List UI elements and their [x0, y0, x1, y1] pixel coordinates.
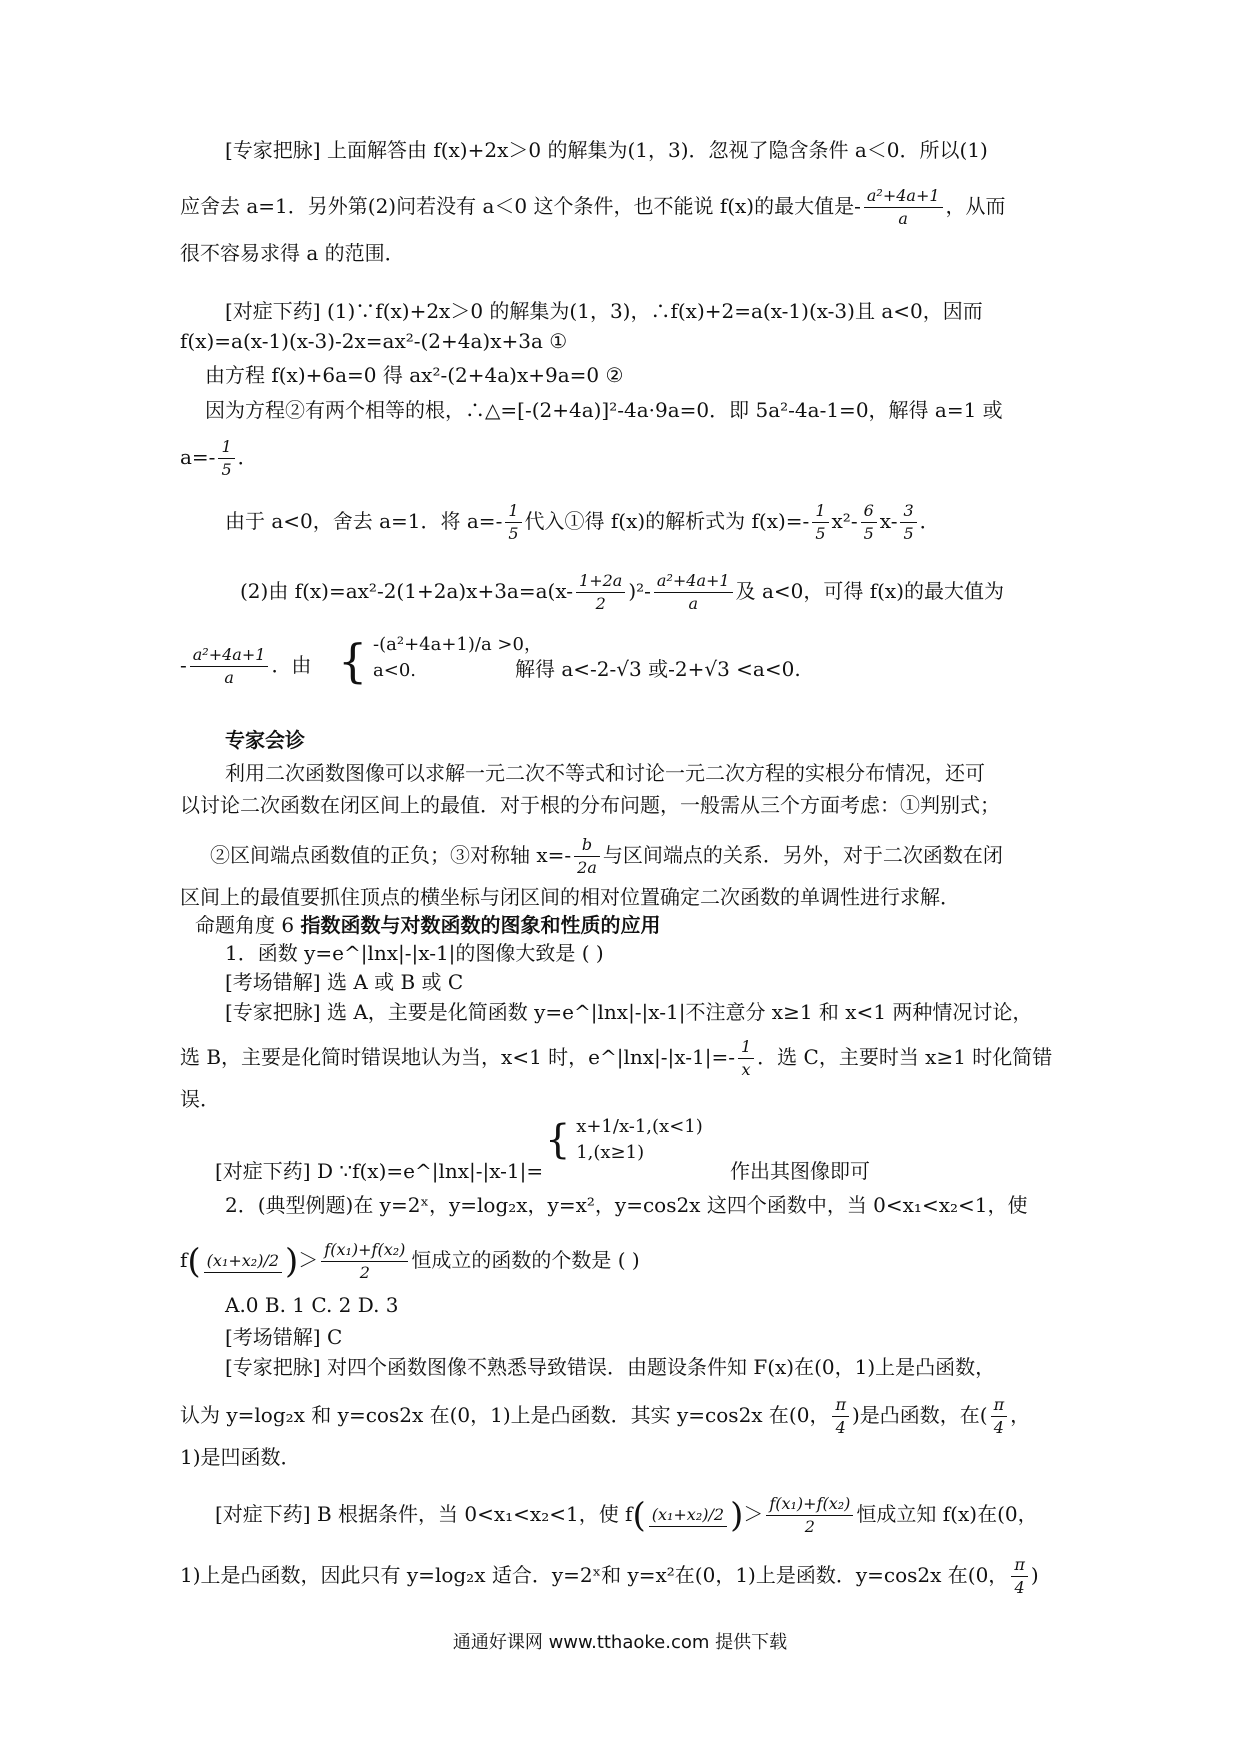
fraction-numerator: π: [991, 1394, 1008, 1417]
text-line: 由方程 f(x)+6a=0 得 ax²-(2+4a)x+9a=0 ②: [205, 363, 624, 387]
fraction-denominator: x: [741, 1060, 751, 1079]
fraction: [738, 1036, 754, 1081]
text-line: 区间上的最值要抓住顶点的横坐标与闭区间的相对位置确定二次函数的单调性进行求解．: [180, 885, 960, 909]
text-segment: 代入①得 f(x)的解析式为 f(x)=-: [524, 509, 810, 533]
fraction: [649, 1504, 727, 1527]
text-line: [180, 178, 1070, 234]
fraction-denominator: 2a: [577, 858, 597, 877]
text-segment: 应舍去 a=1．另外第(2)问若没有 a＜0 这个条件，也不能说 f(x)的最大值是-: [180, 194, 861, 218]
fraction-numerator: a²+4a+1: [190, 644, 269, 667]
text-line: [考场错解] C: [225, 1325, 343, 1349]
text-line: 作出其图像即可: [730, 1159, 870, 1183]
fraction-denominator: 5: [221, 460, 232, 479]
section-heading: 专家会诊: [225, 728, 305, 752]
paren-close: ): [285, 1241, 299, 1282]
fraction: [832, 1394, 849, 1439]
text-line: 利用二次函数图像可以求解一元二次不等式和讨论一元二次方程的实根分布情况，还可: [225, 761, 985, 785]
paren-open: (: [187, 1241, 201, 1282]
text-line: [对症下药] (1)∵f(x)+2x＞0 的解集为(1，3)，∴f(x)+2=a(x-1)(x-3)且 a<0，因而: [225, 299, 983, 323]
fraction-numerator: 1: [738, 1036, 754, 1059]
brace-symbol: {: [545, 1117, 571, 1163]
text-line: 以讨论二次函数在闭区间上的最值．对于根的分布问题，一般需从三个方面考虑：①判别式；: [180, 793, 1000, 817]
fraction-numerator: 1: [812, 500, 828, 523]
fraction-denominator: 5: [508, 524, 519, 543]
fraction-denominator: a: [898, 209, 908, 228]
system-row: x+1/x-1,(x<1): [576, 1116, 703, 1137]
fraction-denominator: a: [224, 668, 234, 687]
text-line: [210, 825, 1100, 885]
text-segment: ．: [237, 445, 258, 469]
text-line: f(x)=a(x-1)(x-3)-2x=ax²-(2+4a)x+3a ①: [180, 329, 568, 353]
fraction-numerator: b: [574, 834, 600, 857]
system-row: -(a²+4a+1)/a >0，: [373, 634, 542, 655]
text-segment: ): [1030, 1563, 1039, 1587]
text-line: [专家把脉] 选 A，主要是化简函数 y=e^|lnx|-|x-1|不注意分 x≥1 和 x<1 两种情况讨论，: [225, 1000, 1033, 1024]
text-segment: ，: [1010, 1403, 1031, 1427]
fraction-numerator: 1+2a: [576, 570, 625, 593]
text-line: [180, 432, 1070, 482]
fraction: [812, 500, 828, 545]
fraction-numerator: π: [832, 1394, 849, 1417]
section-heading: 指数函数与对数函数的图象和性质的应用: [300, 913, 661, 937]
text-segment: )是凸函数，在(: [851, 1403, 988, 1427]
fraction-denominator: 4: [993, 1418, 1004, 1437]
text-line: [专家把脉] 对四个函数图像不熟悉导致错误．由题设条件知 F(x)在(0，1)上是凸函数，: [225, 1355, 996, 1379]
fraction-numerator: f(x₁)+f(x₂): [321, 1239, 408, 1262]
fraction-numerator: a²+4a+1: [864, 185, 943, 208]
text-segment: 认为 y=log₂x 和 y=cos2x 在(0，1)上是凸函数．其实 y=cos2x 在(0，: [180, 1403, 830, 1427]
text-line: [195, 910, 1085, 940]
operator: ＞: [298, 1248, 319, 1272]
text-segment: 与区间端点的关系．另外，对于二次函数在闭: [602, 843, 1003, 867]
text-line: [对症下药] D ∵f(x)=e^|lnx|-|x-1|=: [215, 1159, 544, 1183]
text-line: [240, 566, 1130, 616]
text-line: [180, 1232, 1070, 1288]
fraction: [864, 185, 943, 230]
fraction-numerator: 1: [218, 436, 234, 459]
text-line: A.0 B. 1 C. 2 D. 3: [225, 1293, 399, 1317]
fraction-numerator: π: [1011, 1554, 1028, 1577]
text-line: [180, 1548, 1070, 1602]
text-segment: ，从而: [945, 194, 1006, 218]
fraction: [204, 1250, 282, 1273]
text-segment: a=-: [180, 445, 216, 469]
fraction: [991, 1394, 1008, 1439]
text-line: [180, 1030, 1070, 1084]
fraction-denominator: 5: [903, 524, 914, 543]
text-line: [225, 496, 1115, 546]
text-segment: 及 a<0，可得 f(x)的最大值为: [735, 579, 1005, 603]
equation-system: [545, 1114, 703, 1166]
text-segment: 恒成立的函数的个数是 ( ): [411, 1248, 640, 1272]
brace-symbol: {: [338, 634, 368, 688]
fraction-denominator: 2: [804, 1517, 815, 1536]
fraction-denominator: 5: [815, 524, 826, 543]
fraction-text: (x₁+x₂)/2: [204, 1250, 282, 1273]
fraction: [321, 1239, 408, 1284]
system-rows: [576, 1114, 703, 1166]
fraction: [861, 500, 877, 545]
text-line: 2．(典型例题)在 y=2ˣ，y=log₂x，y=x²，y=cos2x 这四个函数中，当 0<x₁<x₂<1，使: [225, 1193, 1028, 1217]
text-line: 解得 a<-2-√3 或-2+√3 <a<0.: [515, 657, 801, 681]
fraction: [654, 570, 733, 615]
fraction-numerator: f(x₁)+f(x₂): [766, 1493, 853, 1516]
text-segment: 由于 a<0，舍去 a=1．将 a=-: [225, 509, 503, 533]
text-segment: [对症下药] B 根据条件，当 0<x₁<x₂<1，使 f: [215, 1502, 633, 1526]
text-segment: 1)上是凸函数，因此只有 y=log₂x 适合．y=2ˣ和 y=x²在(0，1)上是函数．y=cos2x 在(0，: [180, 1563, 1009, 1587]
operator: ＞: [743, 1502, 764, 1526]
fraction: [190, 644, 269, 689]
system-row: 1,(x≥1): [576, 1142, 645, 1163]
text-segment: 恒成立知 f(x)在(0，: [856, 1502, 1038, 1526]
paren-open: (: [632, 1495, 646, 1536]
fraction: [218, 436, 234, 481]
text-segment: -: [180, 653, 187, 677]
text-line: 误．: [180, 1087, 220, 1111]
fraction-numerator: a²+4a+1: [654, 570, 733, 593]
text-line: 1．函数 y=e^|lnx|-|x-1|的图像大致是 ( ): [225, 941, 604, 965]
fraction-denominator: 5: [863, 524, 874, 543]
fraction-numerator: 6: [861, 500, 877, 523]
text-segment: )²-: [628, 579, 651, 603]
text-line: 因为方程②有两个相等的根，∴△=[-(2+4a)]²-4a·9a=0．即 5a²-4a-1=0，解得 a=1 或: [205, 398, 1003, 422]
text-segment: (2)由 f(x)=ax²-2(1+2a)x+3a=a(x-: [240, 579, 574, 603]
text-line: [考场错解] 选 A 或 B 或 C: [225, 970, 464, 994]
fraction: [900, 500, 916, 545]
text-line: 很不容易求得 a 的范围．: [180, 241, 405, 265]
fraction-text: (x₁+x₂)/2: [649, 1504, 727, 1527]
fraction: [505, 500, 521, 545]
fraction-denominator: 2: [359, 1263, 370, 1282]
text-segment: ．: [919, 509, 940, 533]
text-segment: ．选 C，主要时当 x≥1 时化简错: [757, 1045, 1053, 1069]
fraction-numerator: 1: [505, 500, 521, 523]
text-line: [专家把脉] 上面解答由 f(x)+2x＞0 的解集为(1，3)．忽视了隐含条件 a＜0．所以(1): [225, 138, 988, 162]
fraction-denominator: 2: [595, 594, 606, 613]
text-segment: f: [180, 1248, 188, 1272]
fraction: [576, 570, 625, 615]
fraction-numerator: 3: [900, 500, 916, 523]
equation-system: [338, 632, 542, 690]
fraction: [1011, 1554, 1028, 1599]
text-line: 1)是凹函数．: [180, 1445, 301, 1469]
fraction: [574, 834, 600, 879]
text-segment: 命题角度 6: [195, 913, 301, 937]
fraction: [766, 1493, 853, 1538]
text-line: [180, 1388, 1070, 1442]
fraction-denominator: 4: [1014, 1578, 1025, 1597]
text-segment: x-: [879, 509, 898, 533]
page-footer: 通通好课网 www.tthaoke.com 提供下载: [452, 1632, 788, 1653]
system-row: a<0.: [373, 660, 417, 681]
text-segment: ②区间端点函数值的正负；③对称轴 x=-: [210, 843, 572, 867]
fraction-denominator: a: [688, 594, 699, 613]
paren-close: ): [730, 1495, 744, 1536]
text-segment: ．由: [271, 653, 312, 677]
text-segment: 选 B，主要是化简时错误地认为当，x<1 时，e^|lnx|-|x-1|=-: [180, 1045, 735, 1069]
text-segment: x²-: [831, 509, 858, 533]
text-line: [215, 1486, 1105, 1542]
fraction-denominator: 4: [835, 1418, 846, 1437]
